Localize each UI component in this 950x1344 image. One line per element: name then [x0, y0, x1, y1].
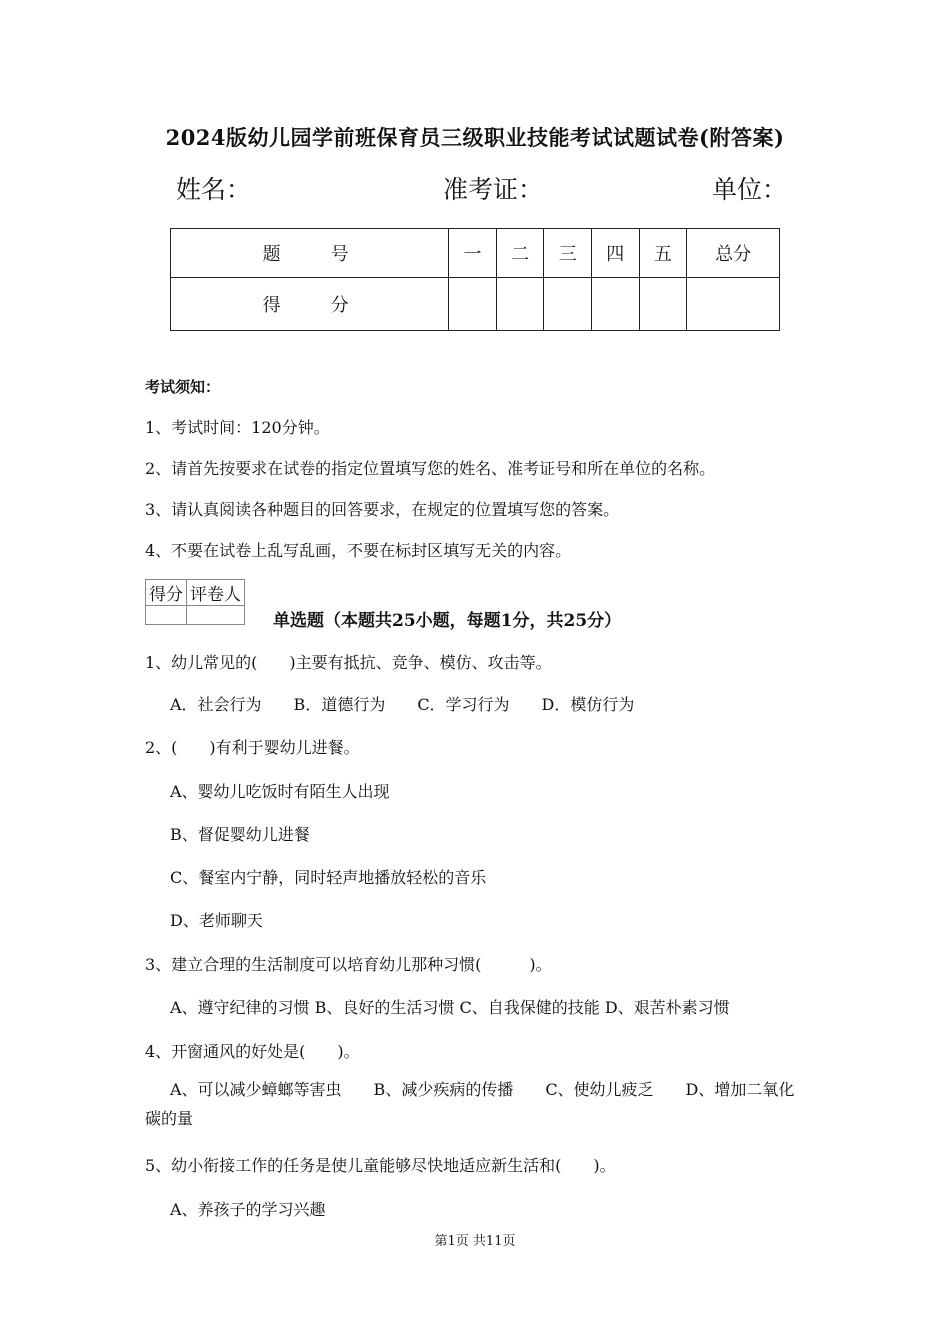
score-header-cell: 题 号 [171, 229, 449, 278]
question-stem: 3、建立合理的生活制度可以培育幼儿那种习惯( )。 [145, 955, 552, 974]
question-options: A、遵守纪律的习惯 B、良好的生活习惯 C、自我保健的技能 D、艰苦朴素习惯 [170, 998, 730, 1017]
score-header-cell: 三 [544, 229, 592, 278]
score-input-cell[interactable] [496, 278, 544, 331]
grader-box [145, 579, 245, 625]
question-stem: 4、开窗通风的好处是( )。 [145, 1042, 360, 1061]
name-field-label: 姓名： [176, 175, 252, 204]
score-input-cell[interactable] [687, 278, 780, 331]
grader-reviewer-label: 评卷人 [187, 580, 245, 606]
question-stem: 1、幼儿常见的( )主要有抵抗、竞争、模仿、攻击等。 [145, 653, 552, 672]
grader-reviewer-cell[interactable] [187, 606, 245, 625]
exam-id-field-label: 准考证： [443, 175, 544, 204]
section-title: 单选题（本题共25小题，每题1分，共25分） [273, 611, 622, 631]
score-header-cell: 四 [592, 229, 640, 278]
question-option: D、老师聊天 [170, 911, 263, 930]
grader-score-label: 得分 [146, 580, 187, 606]
score-table [170, 228, 780, 331]
notice-heading: 考试须知： [145, 378, 221, 396]
notice-item: 2、请首先按要求在试卷的指定位置填写您的姓名、准考证号和所在单位的名称。 [145, 459, 716, 478]
unit-field-label: 单位： [712, 175, 788, 204]
question-options: A、可以减少蟑螂等害虫 B、减少疾病的传播 C、使幼儿疲乏 D、增加二氧化碳的量 [145, 1080, 795, 1128]
exam-title: 2024版幼儿园学前班保育员三级职业技能考试试题试卷(附答案) [165, 125, 785, 150]
score-input-cell[interactable] [449, 278, 497, 331]
question-stem: 5、幼小衔接工作的任务是使儿童能够尽快地适应新生活和( )。 [145, 1156, 616, 1175]
notice-item: 1、考试时间：120分钟。 [145, 418, 330, 437]
question-options: A．社会行为 B．道德行为 C．学习行为 D．模仿行为 [170, 695, 635, 714]
question-option: A、养孩子的学习兴趣 [170, 1200, 326, 1219]
question-option: A、婴幼儿吃饭时有陌生人出现 [170, 782, 390, 801]
question-stem: 2、( )有利于婴幼儿进餐。 [145, 738, 360, 757]
grader-score-cell[interactable] [146, 606, 187, 625]
question-option: C、餐室内宁静，同时轻声地播放轻松的音乐 [170, 868, 487, 887]
score-input-cell[interactable] [592, 278, 640, 331]
score-table-header-row [171, 229, 780, 278]
score-row-label: 得 分 [171, 278, 449, 331]
notice-item: 3、请认真阅读各种题目的回答要求，在规定的位置填写您的答案。 [145, 500, 620, 519]
score-header-cell: 二 [496, 229, 544, 278]
notice-item: 4、不要在试卷上乱写乱画，不要在标封区填写无关的内容。 [145, 541, 572, 560]
score-header-cell: 一 [449, 229, 497, 278]
page-footer: 第1页 共11页 [434, 1234, 516, 1249]
score-input-cell[interactable] [639, 278, 687, 331]
score-input-cell[interactable] [544, 278, 592, 331]
score-header-cell: 五 [639, 229, 687, 278]
score-table-score-row [171, 278, 780, 331]
question-option: B、督促婴幼儿进餐 [170, 825, 310, 844]
score-header-cell: 总分 [687, 229, 780, 278]
